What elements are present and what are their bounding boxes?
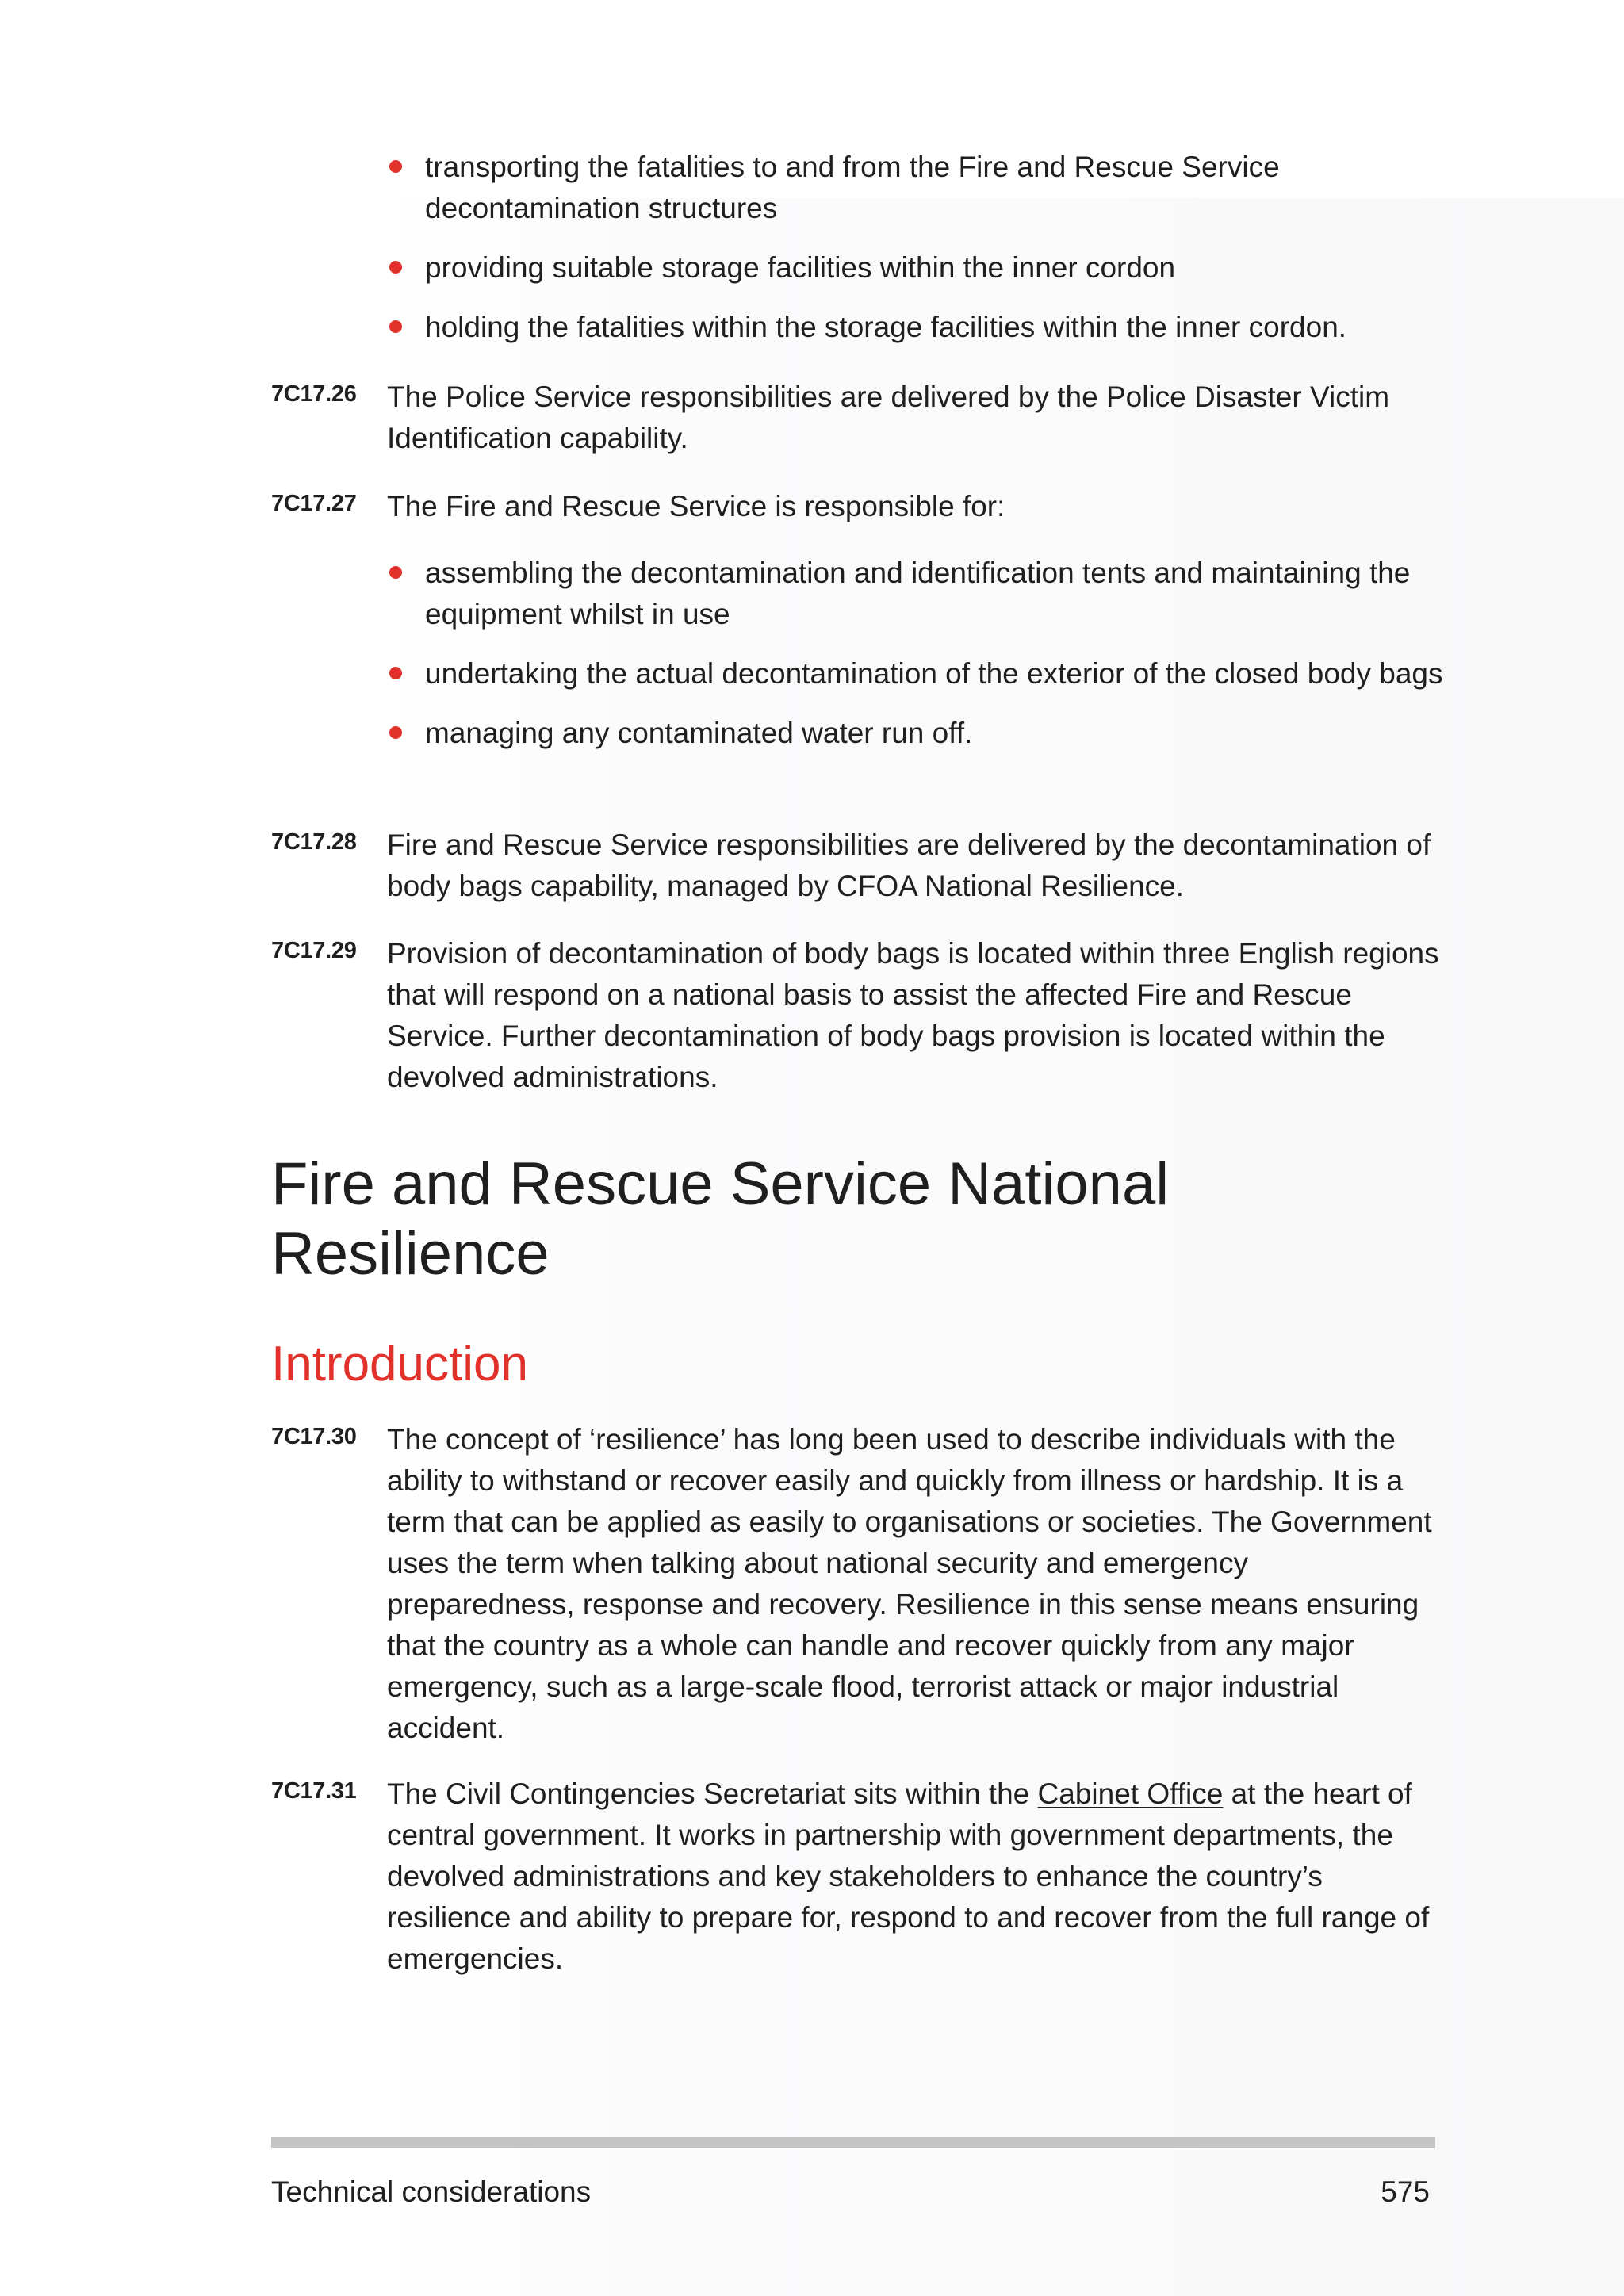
paragraph-text <box>387 1774 1442 1980</box>
paragraph-number: 7C17.31 <box>271 1778 357 1804</box>
list-item-text: holding the fatalities within the storage facilities within the inner cordon. <box>425 311 1347 343</box>
paragraph-number: 7C17.30 <box>271 1424 357 1449</box>
bullet-list-27 <box>387 553 1450 754</box>
page-number: 575 <box>1381 2175 1430 2208</box>
cabinet-office-link[interactable]: Cabinet Office <box>1037 1777 1224 1810</box>
paragraph-number: 7C17.26 <box>271 381 357 407</box>
list-item-text: providing suitable storage facilities within the inner cordon <box>425 251 1176 284</box>
bullet-dot-icon <box>389 566 402 579</box>
subsection-heading: Introduction <box>271 1337 528 1391</box>
list-item <box>387 553 1450 635</box>
section-heading: Fire and Rescue Service National Resilience <box>271 1150 1170 1288</box>
paragraph-text-before: The Civil Contingencies Secretariat sits within the <box>387 1777 1038 1810</box>
footer-section-title: Technical considerations <box>271 2175 592 2208</box>
paragraph-text: Fire and Rescue Service responsibilities are delivered by the decontamination of body bags capability, managed by CFOA National Resilience. <box>387 828 1431 902</box>
paragraph-text: The Fire and Rescue Service is responsible for: <box>387 490 1005 522</box>
paragraph-text-after: at the heart of central government. It works in partnership with government departments, the devolved administrations and key stakeholders to enhance the country’s resilience and ability to prepare for, respond to and recover from the full range of emergencies. <box>387 1777 1430 1975</box>
list-item-text: assembling the decontamination and identification tents and maintaining the equipment whilst in use <box>425 557 1411 630</box>
paragraph-text: The Police Service responsibilities are delivered by the Police Disaster Victim Identification capability. <box>387 381 1390 454</box>
bullet-dot-icon <box>389 320 402 333</box>
footer-rule <box>271 2137 1435 2148</box>
list-item <box>387 247 1450 289</box>
list-item-text: managing any contaminated water run off. <box>425 717 973 749</box>
list-item-text: undertaking the actual decontamination of the exterior of the closed body bags <box>425 657 1443 690</box>
paragraph-text: Provision of decontamination of body bags is located within three English regions that will respond on a national basis to assist the affected Fire and Rescue Service. Further decontamination of body bags provision is located within the devolved administrations. <box>387 937 1439 1093</box>
list-item <box>387 713 1450 754</box>
list-item <box>387 147 1450 229</box>
list-item <box>387 653 1450 695</box>
bullet-dot-icon <box>389 261 402 274</box>
bullet-dot-icon <box>389 160 402 173</box>
list-item-text: transporting the fatalities to and from the Fire and Rescue Service decontamination structures <box>425 151 1280 224</box>
paragraph-number: 7C17.29 <box>271 938 357 963</box>
paragraph-text: The concept of ‘resilience’ has long been used to describe individuals with the ability to withstand or recover easily and quickly from illness or hardship. It is a term that can be applied as easily to organisations or societies. The Government uses the term when talking about national security and emergency preparedness, response and recovery. Resilience in this sense means ensuring that the country as a whole can handle and recover quickly from any major emergency, such as a large-scale flood, terrorist attack or major industrial accident. <box>387 1423 1432 1744</box>
bullet-dot-icon <box>389 667 402 679</box>
paragraph-number: 7C17.28 <box>271 829 357 855</box>
list-item <box>387 307 1450 348</box>
paragraph-number: 7C17.27 <box>271 491 357 516</box>
bullet-list-top <box>387 147 1450 348</box>
bullet-dot-icon <box>389 726 402 739</box>
